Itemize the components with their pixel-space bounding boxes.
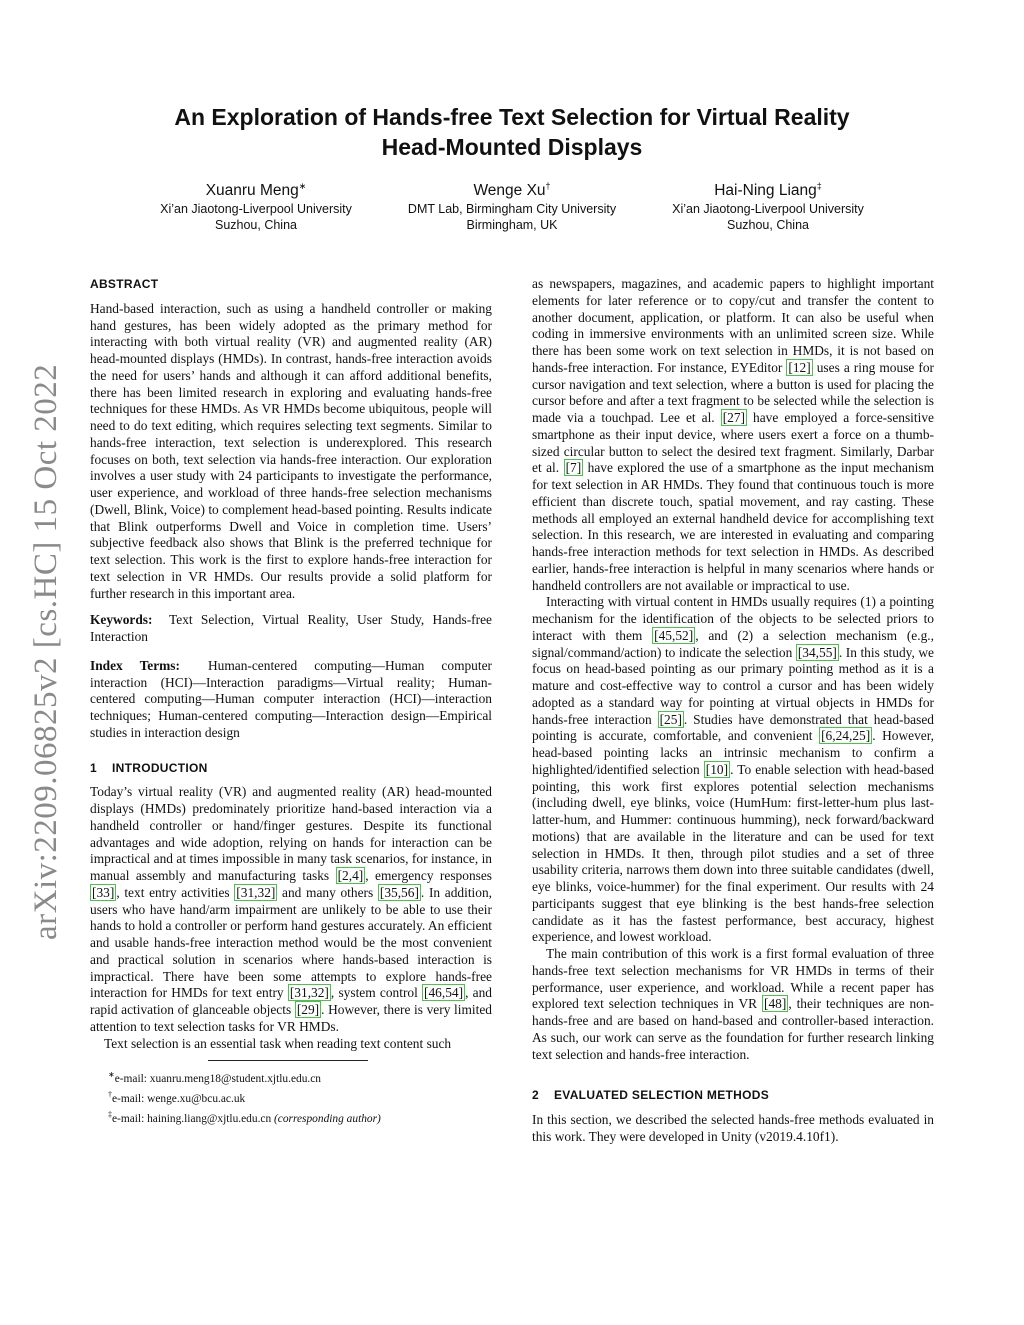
text-run: . In addition, users who have hand/arm impairment are unlikely to be able to use their hands to hold a controller or perform hand gestures accurately. An efficient and usable hands-free interaction method would be the most convenient and practical solution in scenarios where hands-based interaction is impractical. There have been some attempts to explore hands-free interaction for HMDs for text entry [90, 884, 493, 1001]
text-run: and many others [277, 884, 378, 900]
intro-paragraph-2-start: Text selection is an essential task when reading text content such [104, 1035, 452, 1051]
intro-paragraph-3 [532, 594, 934, 946]
text-run: . However, there is very limited attention to text selection tasks for VR HMDs. [90, 1002, 492, 1034]
citation-link[interactable]: [33] [92, 884, 115, 900]
citation-link[interactable]: [6,24,25] [821, 728, 871, 744]
footnote-1 [108, 1067, 492, 1087]
text-run: . However, head-based pointing lacks an intrinsic mechanism to confirm a highlighted/identified selection [532, 728, 934, 777]
footnote-note: (corresponding author) [274, 1112, 381, 1125]
title-line-1: An Exploration of Hands-free Text Selection for Virtual Reality [174, 104, 850, 130]
index-terms [90, 658, 492, 742]
intro-paragraph-2 [532, 276, 934, 594]
text-run: , and (2) a selection mechanism (e.g., signal/command/action) to indicate the selection [532, 627, 934, 660]
text-run: , system control [330, 985, 423, 1001]
citation-link[interactable]: [25] [659, 711, 682, 727]
index-terms-text: Human-centered computing—Human computer interaction (HCI)—Interaction paradigms—Virtual reality; Human-centered computing—Human computer interaction (HCI)—interaction techniques; Human-centered computing—Interaction design—Empirical studies in interaction design [90, 657, 492, 740]
text-run: , emergency responses [365, 868, 493, 883]
abstract-heading: ABSTRACT [90, 277, 159, 291]
author-name: Xuanru Meng [205, 182, 299, 200]
abstract-text: Hand-based interaction, such as using a handheld controller or making hand gestures, has been widely adopted as the primary method for interacting with both virtual reality (VR) and augmented reality (AR) head-mounted displays (HMDs). In contrast, hands-free interaction avoids the need for users’ hands and although it can afford additional benefits, there has been limited research in exploring and evaluating hands-free techniques for these HMDs. As VR HMDs become ubiquitous, people will need to do text editing, which requires selecting text segments. Similar to hands-free interaction, text selection is underexplored. This research focuses on both, text selection via hands-free interaction. Our exploration involves a user study with 24 participants to investigate the performance, user experience, and workload of three hands-free selection mechanisms (Dwell, Blink, Voice) to complement head-based pointing. Results indicate that Blink outperforms Dwell and Voice in completion time. Users’ subjective feedback also shows that Blink is the preferred technique for text selection. This work is the first to explore hands-free interaction for text selection in VR HMDs. Our results provide a solid platform for further research in this important area. [90, 300, 492, 601]
section-2-text: In this section, we described the selected hands-free methods evaluated in this work. They were developed in Unity (v2019.4.10f1). [532, 1112, 934, 1144]
author-location: Suzhou, China [726, 218, 809, 233]
author-affiliation: Xi’an Jiaotong-Liverpool University [672, 202, 864, 217]
citation-link[interactable]: [48] [764, 996, 787, 1012]
citation-link[interactable]: [46,54] [424, 985, 464, 1001]
text-run: have employed a force-sensitive smartphone as their input device, where users exert a force on a thumb-sized circular button to select the desired text fragment. Similarly, Darbar et al. [532, 410, 934, 476]
title-line-2: Head-Mounted Displays [381, 134, 643, 160]
citation-link[interactable]: [34,55] [797, 644, 837, 660]
author-location: Suzhou, China [214, 218, 297, 233]
text-run: . To enable selection with head-based pointing, this work first explores potential selection mechanisms (including dwell, eye blinks, voice (HumHum: first-letter-hum plus last-latter-hum, and Hummer: continuous humming), neck forward/backward motions) that are available in the literature and can be used for text selection in HMDs. It then, through pilot studies and a set of three usability criteria, narrows them down into three suitable candidates (dwell, eye blinks, voice-hummer) for the final experiment. Our results with 24 participants suggest that eye blinking is the best hands-free selection candidate as it has the fastest performance, best accuracy, highest experience, and lowest workload. [532, 761, 934, 945]
intro-paragraph-4 [532, 946, 934, 1063]
section-title: EVALUATED SELECTION METHODS [554, 1088, 769, 1103]
text-run: uses a ring mouse for cursor navigation and text selection, where a button is used for placing the cursor before and after a text fragment to be selected while the selection is made via a touchpad. Lee et al. [532, 359, 934, 425]
author-mark: ‡ [816, 181, 822, 191]
text-run: Today’s virtual reality (VR) and augmented reality (AR) head-mounted displays (HMDs) predominately prioritize hand-based interaction via a handheld controller or hand/finger gestures. Despite its functional advantages and wide adoption, relying on hands for interaction can be impractical and at times impossible in many task scenarios, for instance, in manual assembly and manufacturing tasks [90, 784, 492, 883]
keywords-label: Keywords: [90, 612, 153, 628]
footnote-mark: ‡ [108, 1109, 112, 1119]
text-run: as newspapers, magazines, and academic papers to highlight important elements for later reference or to copy/cut and transfer the content to another document, application, or platform. It can also be useful when coding in immersive environments with an unlimited screen size. While there has been some work on text selection in HMDs, it is not based on hands-free interaction. For instance, EYEditor [532, 276, 934, 375]
footnote-mark: ∗ [108, 1070, 115, 1080]
author-block-1 [126, 176, 386, 233]
author-affiliation: Xi’an Jiaotong-Liverpool University [160, 202, 352, 217]
citation-link[interactable]: [27] [722, 410, 746, 425]
citation-link[interactable]: [31,32] [289, 985, 329, 1001]
keywords [90, 612, 492, 646]
arxiv-identifier: arXiv:2209.06825v2 [cs.HC] 15 Oct 2022 [28, 363, 64, 940]
author-mark: ∗ [298, 181, 307, 191]
text-run: , text entry activities [116, 884, 235, 900]
footnote-text: e-mail: wenge.xu@bcu.ac.uk [112, 1092, 246, 1105]
footnote-2 [108, 1087, 492, 1107]
author-name: Hai-Ning Liang [714, 182, 817, 200]
text-run: . In this study, we focus on head-based pointing as our primary pointing method as it is a mature and cost-effective way to control a cursor and has been widely adopted as a standard way for pointing at virtual objects in HMDs for hands-free interaction [532, 644, 934, 727]
text-run: have explored the use of a smartphone as the input mechanism for text selection in AR HMDs. They found that continuous touch is more efficient than discrete touch, spatial movement, and ray casting. These methods all employed an external handheld device for accomplishing text selection. In this research, we are interested in evaluating and comparing hands-free interaction methods for text selection in HMDs. As described earlier, hands-free interaction is helpful in many scenarios where hands or handheld controllers are not available or impractical to use. [532, 460, 934, 593]
section-number: 2 [532, 1088, 539, 1103]
paper-title [100, 102, 924, 162]
author-affiliation: DMT Lab, Birmingham City University [407, 202, 617, 217]
introduction-heading [90, 760, 492, 777]
author-block-2 [382, 176, 642, 233]
author-location: Birmingham, UK [466, 218, 558, 233]
citation-link[interactable]: [2,4] [337, 868, 364, 883]
section-title: INTRODUCTION [112, 760, 208, 775]
left-column [90, 276, 492, 1127]
author-mark: † [545, 181, 551, 191]
citation-link[interactable]: [7] [565, 460, 582, 476]
intro-paragraph-1 [90, 784, 492, 1035]
footnote-text: e-mail: haining.liang@xjtlu.edu.cn [112, 1112, 275, 1125]
text-run: , and rapid activation of glanceable objects [90, 985, 492, 1017]
section-number: 1 [90, 760, 97, 775]
author-block-3 [638, 176, 898, 233]
text-run: , their techniques are non-hands-free and are based on hand-based and controller-based interaction. As such, our work can serve as the foundation for further research linking text selection and hands-free interaction. [532, 996, 934, 1062]
section-2-heading [532, 1087, 934, 1104]
text-run: The main contribution of this work is a first formal evaluation of three hands-free text selection mechanisms for VR HMDs in terms of their performance, user experience, and workload. While a recent paper has explored text selection techniques in VR [532, 946, 934, 1012]
citation-link[interactable]: [12] [788, 359, 811, 375]
keywords-text: Text Selection, Virtual Reality, User Study, Hands-free Interaction [90, 612, 492, 644]
footnote-3 [108, 1107, 492, 1127]
author-name: Wenge Xu [473, 182, 546, 200]
footnote-mark: † [108, 1090, 112, 1100]
citation-link[interactable]: [29] [296, 1002, 320, 1017]
index-terms-label: Index Terms: [90, 657, 180, 673]
citation-link[interactable]: [31,32] [236, 884, 276, 900]
text-run: . Studies have demonstrated that head-based pointing is accurate, comfortable, and convenient [532, 711, 934, 744]
citation-link[interactable]: [10] [705, 761, 729, 777]
footnote-rule [208, 1060, 368, 1061]
text-run: Interacting with virtual content in HMDs usually requires (1) a pointing mechanism for the identification of the objects to be selected priors to interact with them [532, 594, 934, 643]
citation-link[interactable]: [45,52] [654, 627, 694, 643]
citation-link[interactable]: [35,56] [379, 884, 419, 900]
footnote-text: e-mail: xuanru.meng18@student.xjtlu.edu.cn [114, 1073, 322, 1086]
right-column [532, 276, 934, 1146]
